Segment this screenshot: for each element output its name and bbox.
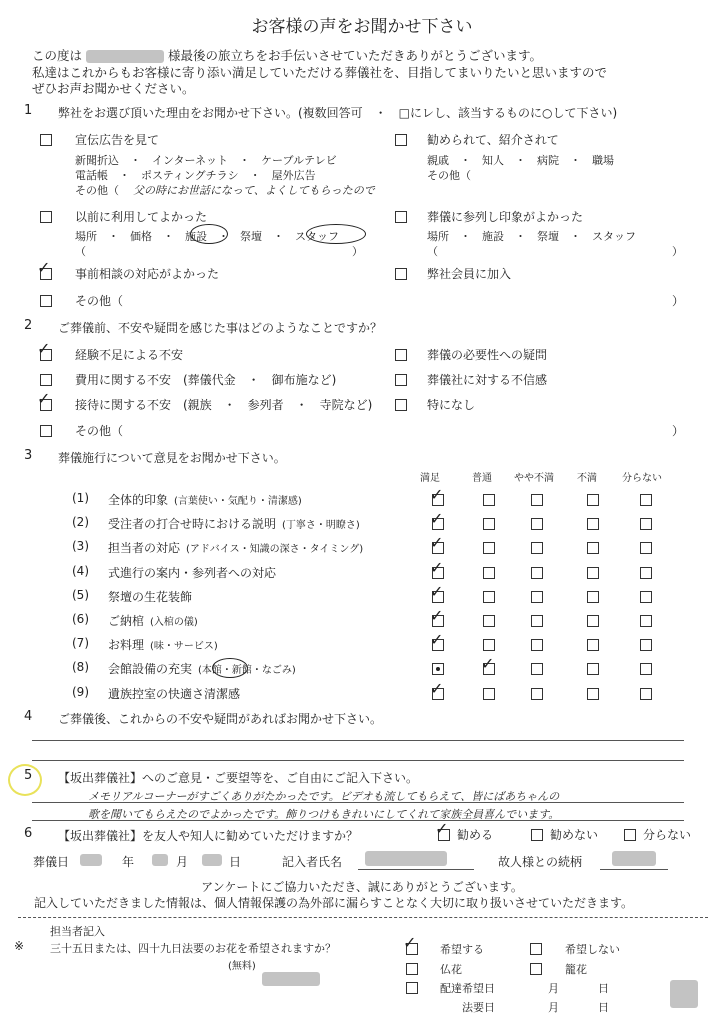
redacted-day [202, 854, 222, 866]
thanks-line-2: 記入していただきました情報は、個人情報保護の為外部に漏らすことなく大切に取り扱いさせていただきます。 [34, 896, 634, 910]
kagobana-checkbox[interactable] [530, 963, 542, 975]
writer-name-label: 記入者氏名 [282, 855, 343, 869]
delivery-checkbox[interactable] [406, 982, 418, 994]
check-mark-icon: ✓ [403, 933, 417, 952]
flower-want-label: 希望する [440, 943, 484, 956]
q6-question: 【坂出葬儀社】を友人や知人に勧めていただけますか？ [58, 829, 359, 843]
q3-rating-checkbox[interactable] [587, 688, 599, 700]
kagobana-label: 籠花 [565, 963, 587, 976]
q2-other-label: その他（ [75, 424, 124, 438]
q1-used-paren-open: （ [75, 245, 86, 258]
q3-rating-checkbox[interactable] [587, 615, 599, 627]
q1-attended-paren-close: ） [672, 245, 683, 258]
q5-line-2 [32, 820, 684, 821]
funeral-date-label: 葬儀日 [33, 855, 70, 869]
butsuka-label: 仏花 [440, 963, 462, 976]
q3-item-sub: (本館・新館・なごみ) [198, 665, 296, 677]
year-label: 年 [122, 855, 135, 869]
q3-header-normal: 普通 [472, 473, 492, 484]
q3-item-label: お料理 (味・サービス) [108, 638, 218, 653]
q1-ad-other: その他（ [75, 184, 119, 197]
q3-rating-checkbox[interactable] [587, 494, 599, 506]
q3-rating-checkbox[interactable] [531, 639, 543, 651]
q1-member-label: 弊社会員に加入 [427, 267, 512, 281]
q6-unknown-checkbox[interactable] [624, 829, 636, 841]
flower-question: 三十五日または、四十九日法要のお花を希望されますか？ [50, 942, 336, 955]
q2-distrust-checkbox[interactable] [395, 374, 407, 386]
q3-item-number: (6) [72, 612, 89, 626]
check-mark-icon: ✓ [430, 630, 444, 650]
q3-rating-checkbox[interactable] [587, 591, 599, 603]
q3-item-label: 受注者の打合せ時における説明 (丁寧さ・明瞭さ) [108, 517, 360, 532]
q1-attended-paren-open: （ [427, 245, 438, 258]
q3-rating-checkbox[interactable] [483, 567, 495, 579]
q6-yes-label: 勧める [457, 828, 494, 842]
q5-handwriting-1: メモリアルコーナーがすごくありがたかったです。ビデオも流してもらえて、皆にばあちゃんの [88, 790, 560, 803]
q3-rating-checkbox[interactable] [587, 663, 599, 675]
q1-referral-other: その他（ [427, 169, 471, 182]
hoyo-label: 法要日 [462, 1001, 495, 1014]
q3-rating-checkbox[interactable] [531, 663, 543, 675]
q1-attended-sub: 場所 ・ 施設 ・ 祭壇 ・ スタッフ [427, 230, 636, 243]
writer-name-line[interactable] [358, 869, 474, 870]
intro-line-2: 私達はこれからもお客様に寄り添い満足していただける葬儀社を、目指してまいりたいと思いますので [32, 65, 608, 80]
q3-rating-checkbox[interactable] [483, 639, 495, 651]
hand-circle-staff [306, 224, 366, 244]
q3-item-number: (2) [72, 515, 89, 530]
redacted-name [86, 50, 164, 63]
q1-other-label: その他（ [75, 294, 124, 308]
check-mark-icon: ✓ [430, 485, 444, 504]
check-mark-icon: ✓ [435, 819, 449, 838]
q1-ad-label: 宣伝広告を見て [75, 133, 160, 147]
redacted-writer-name [365, 851, 447, 866]
q1-ad-sub1: 新聞折込 ・ インターネット ・ ケーブルテレビ [75, 154, 337, 167]
q3-header-satisfied: 満足 [420, 473, 440, 484]
q1-consult-label: 事前相談の対応がよかった [75, 267, 220, 281]
q1-used-sub: 場所 ・ 価格 ・ 施設 ・ 祭壇 ・ スタッフ [75, 230, 339, 243]
q3-rating-checkbox[interactable] [483, 591, 495, 603]
q2-other-checkbox[interactable] [40, 425, 52, 437]
relation-line[interactable] [600, 869, 668, 870]
redacted-relation [612, 851, 656, 866]
delivery-month: 月 [548, 982, 559, 995]
q4-line-2 [32, 760, 684, 761]
month-label: 月 [176, 855, 189, 869]
q3-item-number: (4) [72, 563, 89, 578]
check-mark-icon: ✓ [37, 258, 51, 277]
q1-other-close: ） [672, 294, 685, 308]
q6-no-checkbox[interactable] [531, 829, 543, 841]
q3-rating-checkbox[interactable] [587, 542, 599, 554]
q3-item-label: 会館設備の充実 (本館・新館・なごみ) [108, 662, 296, 677]
redacted-month [152, 854, 168, 866]
q3-rating-checkbox[interactable] [640, 615, 652, 627]
q3-rating-checkbox[interactable] [483, 518, 495, 530]
check-mark-icon: ✓ [430, 581, 444, 601]
q3-item-number: (9) [72, 684, 89, 699]
q2-question: ご葬儀前、不安や疑問を感じた事はどのようなことですか？ [58, 321, 383, 335]
check-mark-icon: ✓ [430, 606, 444, 625]
redacted-stamp [670, 980, 698, 1008]
q3-rating-checkbox[interactable] [640, 688, 652, 700]
day-label: 日 [229, 855, 242, 869]
q3-item-sub: (アドバイス・知識の深さ・タイミング) [186, 544, 364, 556]
q3-rating-checkbox[interactable] [587, 567, 599, 579]
q3-rating-checkbox[interactable] [640, 639, 652, 651]
q3-item-label: ご納棺 (入棺の儀) [108, 614, 198, 628]
relation-label: 故人様との続柄 [498, 855, 583, 869]
check-mark-icon: ✓ [430, 678, 444, 698]
q3-item-number: (8) [72, 660, 89, 675]
q4-question: ご葬儀後、これからの不安や疑問があればお聞かせ下さい。 [58, 712, 383, 726]
q3-item-sub: (味・サービス) [150, 641, 218, 653]
q2-need-checkbox[interactable] [395, 349, 407, 361]
q1-used-checkbox[interactable] [40, 211, 52, 223]
q1-attended-label: 葬儀に参列し印象がよかった [427, 210, 584, 224]
q4-line-1 [32, 740, 684, 741]
q4-number: 4 [24, 709, 33, 724]
free-note: (無料) [228, 961, 256, 972]
q3-item-number: (5) [72, 587, 89, 602]
q2-none-checkbox[interactable] [395, 399, 407, 411]
q1-referral-label: 勧められて、紹介されて [427, 133, 559, 147]
q1-other-checkbox[interactable] [40, 295, 52, 307]
q3-rating-checkbox[interactable] [531, 542, 543, 554]
q5-line-1 [32, 802, 684, 803]
q1-ad-sub2: 電話帳 ・ ポスティングチラシ ・ 屋外広告 [75, 169, 316, 182]
thanks-line-1: アンケートにご協力いただき、誠にありがとうございます。 [201, 880, 523, 894]
q3-rating-checkbox[interactable] [531, 615, 543, 627]
q2-exp-label: 経験不足による不安 [75, 348, 184, 362]
check-mark-icon: ✓ [430, 509, 444, 529]
q1-used-paren-close: ） [352, 245, 363, 258]
check-mark-icon: ✓ [37, 339, 51, 358]
flower-not-want-checkbox[interactable] [530, 943, 542, 955]
q2-need-label: 葬儀の必要性への疑問 [427, 348, 548, 362]
q1-number: 1 [24, 103, 33, 118]
q1-question: 弊社をお選び頂いた理由をお聞かせ下さい。(複数回答可 ・ □にレし、該当するものに○して下さい) [58, 106, 618, 120]
check-mark-icon: ✓ [430, 557, 444, 577]
q2-distrust-label: 葬儀社に対する不信感 [427, 373, 548, 387]
q3-header-unsatisfied: 不満 [577, 473, 597, 484]
butsuka-checkbox[interactable] [406, 963, 418, 975]
hoyo-day: 日 [598, 1001, 609, 1014]
q3-rating-checkbox[interactable] [483, 688, 495, 700]
q3-rating-checkbox[interactable] [640, 591, 652, 603]
q2-cost-label: 費用に関する不安 (葬儀代金 ・ 御布施など) [75, 373, 337, 387]
q3-item-sub: (丁寧さ・明瞭さ) [282, 520, 360, 532]
q3-rating-checkbox[interactable] [483, 494, 495, 506]
q3-rating-checkbox[interactable] [531, 688, 543, 700]
q3-rating-checkbox[interactable] [531, 518, 543, 530]
q2-cost-checkbox[interactable] [40, 374, 52, 386]
redacted-year [80, 854, 102, 866]
q3-item-label: 祭壇の生花装飾 [108, 589, 193, 604]
delivery-day: 日 [598, 982, 609, 995]
q3-item-label: 式進行の案内・参列者への対応 [108, 565, 277, 580]
staff-section-divider [18, 917, 708, 918]
q1-attended-checkbox[interactable] [395, 211, 407, 223]
q3-item-number: (3) [72, 539, 89, 554]
q1-ad-checkbox[interactable] [40, 134, 52, 146]
flower-not-want-label: 希望しない [565, 943, 620, 956]
hoyo-month: 月 [548, 1001, 559, 1014]
q3-rating-checkbox[interactable] [640, 567, 652, 579]
q3-item-sub: (言葉使い・気配り・清潔感) [174, 496, 302, 507]
q3-rating-checkbox[interactable] [531, 567, 543, 579]
q2-recept-label: 接待に関する不安 (親族 ・ 参列者 ・ 寺院など) [75, 398, 373, 412]
q3-rating-checkbox[interactable] [640, 542, 652, 554]
q1-member-checkbox[interactable] [395, 268, 407, 280]
note-mark: ※ [14, 939, 25, 953]
q3-rating-checkbox[interactable] [640, 518, 652, 530]
q3-header-unknown: 分らない [622, 473, 662, 484]
staff-label: 担当者記入 [50, 925, 105, 938]
q5-handwriting-2: 歌を聞いてもらえたのでよかったです。飾りつけもきれいにしてくれて家族全員喜んでいます。 [88, 808, 560, 821]
q3-item-label: 担当者の対応 (アドバイス・知識の深さ・タイミング) [108, 541, 364, 556]
q3-rating-checkbox[interactable] [531, 494, 543, 506]
q3-rating-checkbox[interactable] [587, 639, 599, 651]
check-mark-icon: ✓ [37, 389, 51, 408]
q1-referral-sub: 親戚 ・ 知人 ・ 病院 ・ 職場 [427, 154, 614, 167]
redacted-staff-name [262, 972, 320, 986]
q3-item-number: (1) [72, 491, 89, 505]
q6-no-label: 勧めない [550, 828, 599, 842]
intro-line-3: ぜひお声お聞かせください。 [32, 81, 195, 96]
q1-used-label: 以前に利用してよかった [75, 210, 208, 224]
check-mark-icon: ✓ [481, 654, 495, 674]
q5-number: 5 [24, 768, 33, 783]
intro-line-1 [32, 46, 542, 64]
q3-rating-checkbox[interactable] [587, 518, 599, 530]
q3-rating-checkbox[interactable] [640, 663, 652, 675]
q3-number: 3 [24, 448, 33, 463]
page-title: お客様の声をお聞かせ下さい [251, 17, 473, 37]
intro-line-1-post: 様最後の旅立ちをお手伝いさせていただきありがとうございます。 [167, 48, 542, 63]
q3-item-label: 遺族控室の快適さ清潔感 [108, 686, 241, 701]
intro-line-1-pre: この度は [32, 48, 83, 63]
q2-other-close: ） [672, 424, 685, 438]
q3-item-label: 全体的印象 (言葉使い・気配り・清潔感) [108, 493, 302, 507]
q3-item-sub: (入棺の儀) [150, 617, 198, 628]
q2-none-label: 特になし [427, 398, 476, 412]
q3-rating-checkbox[interactable] [483, 615, 495, 627]
q3-rating-checkbox[interactable] [640, 494, 652, 506]
q3-header-slightly-unsatisfied: やや不満 [514, 473, 554, 484]
q3-item-number: (7) [72, 636, 89, 651]
hand-circle-facility [190, 224, 228, 244]
q3-question: 葬儀施行について意見をお聞かせ下さい。 [58, 451, 286, 465]
q1-ad-handwriting: 父の時にお世話になって、よくしてもらったので [133, 184, 375, 197]
q2-number: 2 [24, 318, 33, 333]
delivery-label: 配達希望日 [440, 982, 495, 995]
q6-unknown-label: 分らない [643, 828, 692, 842]
q6-number: 6 [24, 826, 33, 841]
q3-rating-checkbox[interactable] [483, 542, 495, 554]
q5-question: 【坂出葬儀社】へのご意見・ご要望等を、ご自由にご記入下さい。 [58, 771, 419, 785]
q1-referral-checkbox[interactable] [395, 134, 407, 146]
check-mark-icon: ✓ [430, 533, 444, 553]
q3-rating-checkbox[interactable] [531, 591, 543, 603]
